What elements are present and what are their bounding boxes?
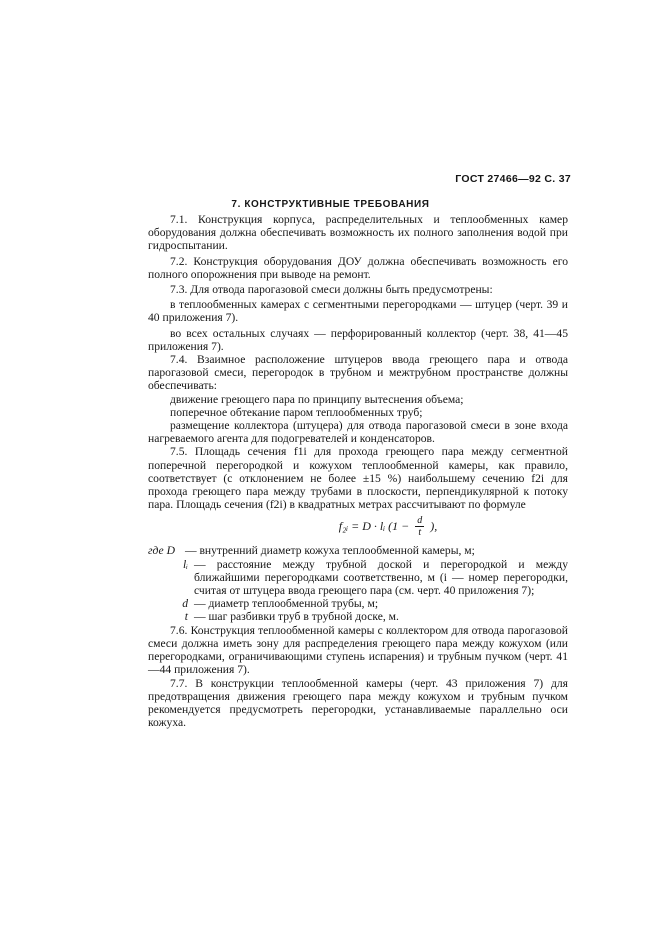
paragraph-7-5: 7.5. Площадь сечения f1i для прохода греющего пара между сегментной поперечной перегородкой и кожухом теплообменной камеры, как правило, соответствует (с отклонением не более ±15 %) наибольшему сечению f2i для прохода греющего пара между трубами в плоскости, перпендикулярной к потоку пара. Площадь сечения (f2i) в квадратных метрах рассчитывают по формуле bbox=[148, 445, 568, 512]
formula-rhs: ), bbox=[430, 519, 438, 534]
formula-lhs: f₂ᵢ = D · lᵢ (1 − bbox=[338, 519, 410, 534]
paragraph-7-4-c: размещение коллектора (штуцера) для отвода парогазовой смеси в зоне входа нагреваемого агента для подогревателей и конденсаторов. bbox=[148, 419, 568, 446]
where-description: — внутренний диаметр кожуха теплообменной камеры, м; bbox=[184, 544, 475, 558]
section-title: 7. КОНСТРУКТИВНЫЕ ТРЕБОВАНИЯ bbox=[231, 199, 430, 210]
where-symbol: t bbox=[184, 610, 188, 624]
paragraph-7-4-a: движение греющего пара по принципу вытеснения объема; bbox=[170, 392, 464, 406]
paragraph-7-3-a: в теплообменных камерах с сегментными перегородками — штуцер (черт. 39 и 40 приложения 7). bbox=[148, 298, 568, 325]
formula bbox=[208, 515, 568, 538]
formula-fraction bbox=[415, 515, 424, 538]
formula-numerator: d bbox=[417, 515, 423, 527]
paragraph-7-3-b: во всех остальных случаях — перфорированный коллектор (черт. 38, 41—45 приложения 7). bbox=[148, 326, 568, 353]
where-item bbox=[148, 558, 568, 598]
page-header: ГОСТ 27466—92 С. 37 bbox=[455, 173, 571, 185]
formula-denominator: t bbox=[418, 527, 422, 539]
where-symbol: где D bbox=[148, 544, 175, 558]
paragraph-7-4: 7.4. Взаимное расположение штуцеров ввода греющего пара и отвода парогазовой смеси, перегородок в трубном и межтрубном пространстве должны обеспечивать: bbox=[148, 353, 568, 393]
where-item bbox=[148, 597, 568, 610]
where-item bbox=[148, 544, 568, 557]
where-description: — расстояние между трубной доской и перегородкой и между ближайшими перегородками соответственно, м (i — номер перегородки, считая от штуцера ввода греющего пара (см. черт. 40 приложения 7); bbox=[194, 557, 568, 598]
paragraph-7-1: 7.1. Конструкция корпуса, распределительных и теплообменных камер оборудования должна обеспечивать возможность их полного заполнения водой при гидроспытании. bbox=[148, 213, 568, 253]
paragraph-7-2: 7.2. Конструкция оборудования ДОУ должна обеспечивать возможность его полного опорожнения при выводе на ремонт. bbox=[148, 254, 568, 281]
where-symbol: d bbox=[182, 597, 188, 611]
paragraph-7-3: 7.3. Для отвода парогазовой смеси должны быть предусмотрены: bbox=[170, 283, 493, 297]
body-text bbox=[148, 213, 568, 729]
where-item bbox=[148, 610, 568, 623]
paragraph-7-6: 7.6. Конструкция теплообменной камеры с коллектором для отвода парогазовой смеси должна иметь зону для распределения греющего пара между кожухом (или перегородками, ограничивающими ступень испарения) и трубным пучком (черт. 41—44 приложения 7). bbox=[148, 623, 568, 677]
paragraph-7-4-b: поперечное обтекание паром теплообменных труб; bbox=[170, 405, 423, 419]
paragraph-7-7: 7.7. В конструкции теплообменной камеры (черт. 43 приложения 7) для предотвращения движения греющего пара между кожухом и трубным пучком рекомендуется предусмотреть перегородки, устанавливаемые параллельно оси кожуха. bbox=[148, 676, 568, 730]
where-description: — диаметр теплообменной трубы, м; bbox=[194, 597, 379, 611]
where-description: — шаг разбивки труб в трубной доске, м. bbox=[194, 610, 399, 624]
where-symbol: lᵢ bbox=[182, 557, 188, 571]
